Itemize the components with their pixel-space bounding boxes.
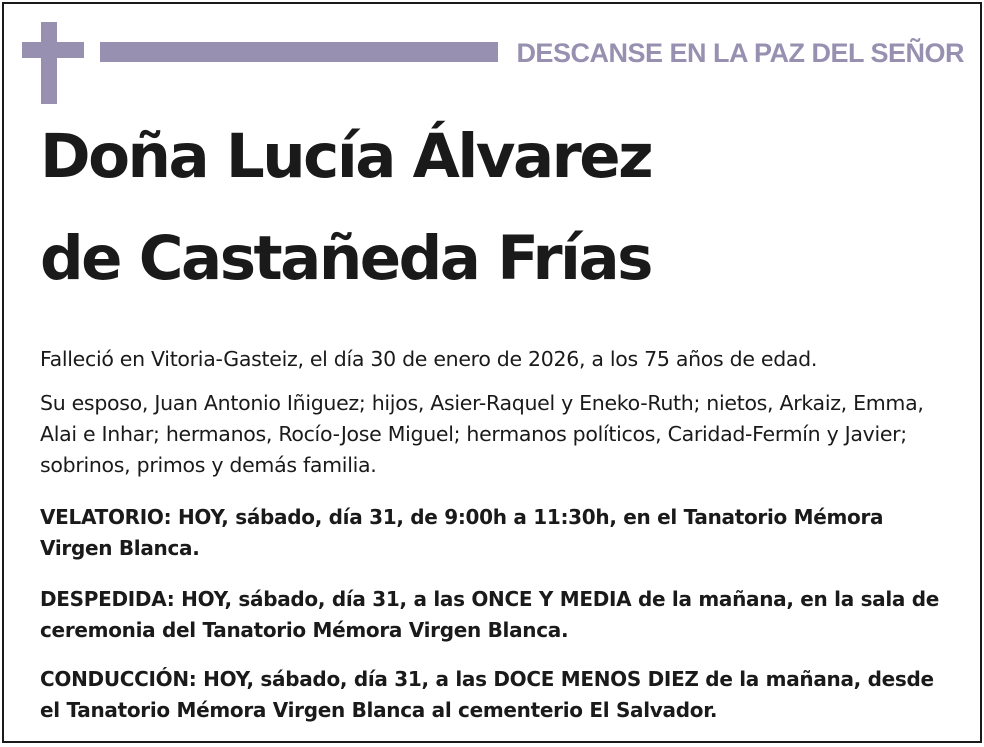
farewell-notice: DESPEDIDA: HOY, sábado, día 31, a las ONCE Y MEDIA de la mañana, en la sala de ceremonia del Tanatorio Mémora Virgen Blanca. [40, 587, 940, 642]
wake-notice: VELATORIO: HOY, sábado, día 31, de 9:00h a 11:30h, en el Tanatorio Mémora Virgen Blanca. [40, 505, 884, 560]
obituary-notice [2, 2, 982, 743]
deceased-name-line-1: Doña Lucía Álvarez [40, 121, 652, 192]
header-rule-gap [498, 42, 502, 62]
cross-vertical-bar [41, 22, 57, 104]
header-motto: DESCANSE EN LA PAZ DEL SEÑOR [516, 38, 964, 68]
death-notice: Falleció en Vitoria-Gasteiz, el día 30 de enero de 2026, a los 75 años de edad. [40, 347, 818, 371]
procession-notice: CONDUCCIÓN: HOY, sábado, día 31, a las DOCE MENOS DIEZ de la mañana, desde el Tanatorio Mémora Virgen Blanca al cementerio El Salvador. [40, 667, 934, 722]
cross-horizontal-bar [22, 42, 84, 58]
deceased-name-line-2: de Castañeda Frías [40, 223, 651, 294]
family-list: Su esposo, Juan Antonio Iñiguez; hijos, Asier-Raquel y Eneko-Ruth; nietos, Arkaiz, Emma, Alai e Inhar; hermanos, Rocío-Jose Miguel; hermanos políticos, Caridad-Fermín y Javier; sobrinos, primos y demás familia. [40, 391, 924, 477]
header-rule [100, 42, 498, 62]
